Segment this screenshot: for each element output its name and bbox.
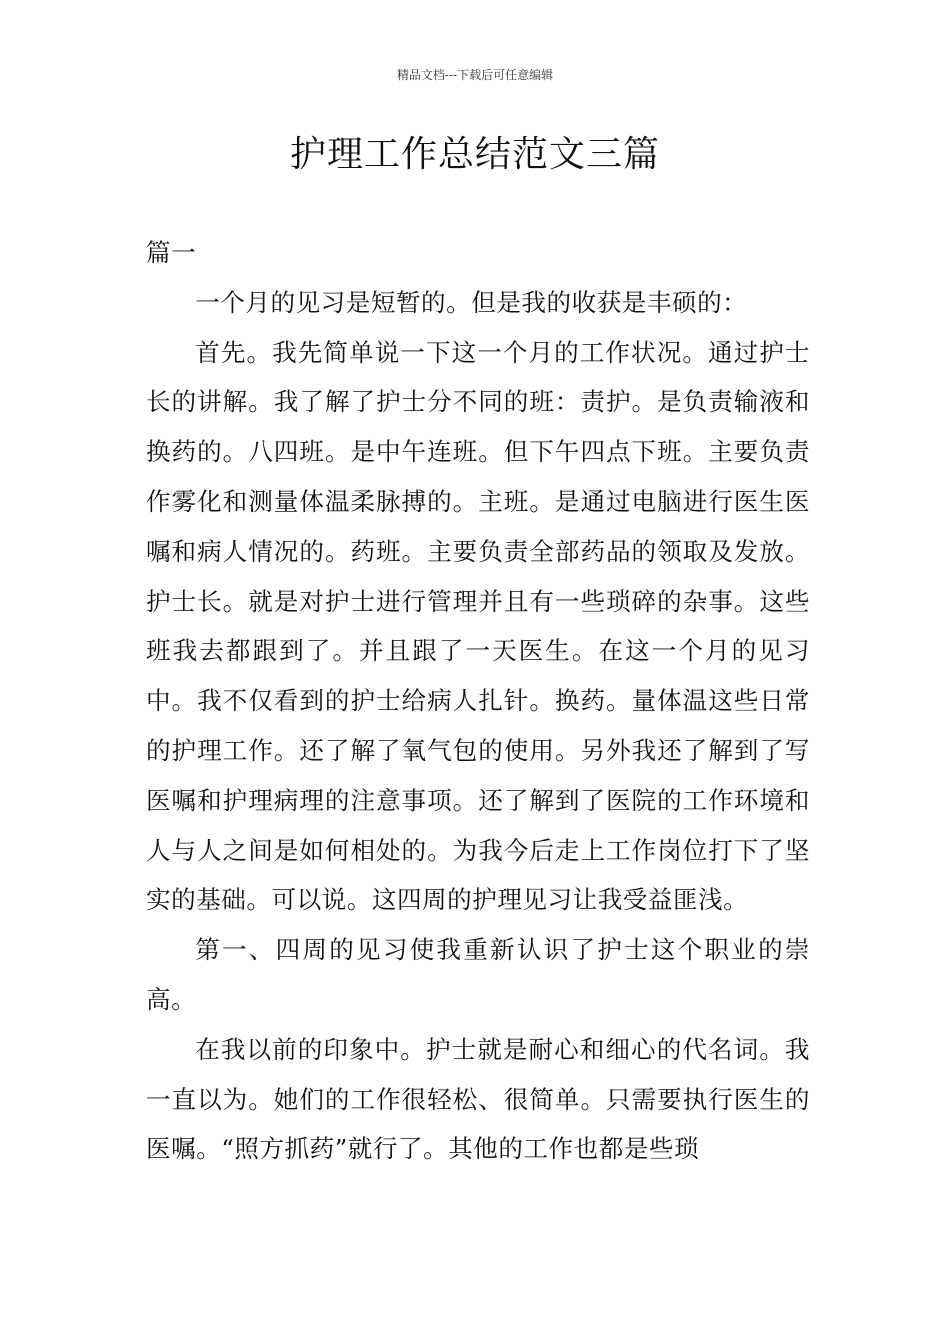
page-header: 精品文档---下载后可任意编辑 xyxy=(396,68,554,82)
document-title: 护理工作总结范文三篇 xyxy=(289,134,660,175)
paragraph-2: 首先。我先简单说一下这一个月的工作状况。通过护士长的讲解。我了解了护士分不同的班：责护。是负责输液和换药的。八四班。是中午连班。但下午四点下班。主要负责作雾化和测量体温柔脉搏的。主班。是通过电脑进行医生医嘱和病人情况的。药班。主要负责全部药品的领取及发放。护士长。就是对护士进行管理并且有一些琐碎的杂事。这些班我去都跟到了。并且跟了一天医生。在这一个月的见习中。我不仅看到的护士给病人扎针。换药。量体温这些日常的护理工作。还了解了氧气包的使用。另外我还了解到了写医嘱和护理病理的注意事项。还了解到了医院的工作环境和人与人之间是如何相处的。为我今后走上工作岗位打下了坚实的基础。可以说。这四周的护理见习让我受益匪浅。 xyxy=(146,337,810,915)
paragraph-4: 在我以前的印象中。护士就是耐心和细心的代名词。我一直以为。她们的工作很轻松、很简单。只需要执行医生的医嘱。“照方抓药”就行了。其他的工作也都是些琐 xyxy=(146,1034,810,1164)
paragraph-1: 一个月的见习是短暂的。但是我的收获是丰硕的： xyxy=(195,287,748,317)
document-body xyxy=(146,228,810,1174)
paragraph-3: 第一、四周的见习使我重新认识了护士这个职业的崇高。 xyxy=(146,935,810,1014)
section-heading: 篇一 xyxy=(146,238,197,267)
